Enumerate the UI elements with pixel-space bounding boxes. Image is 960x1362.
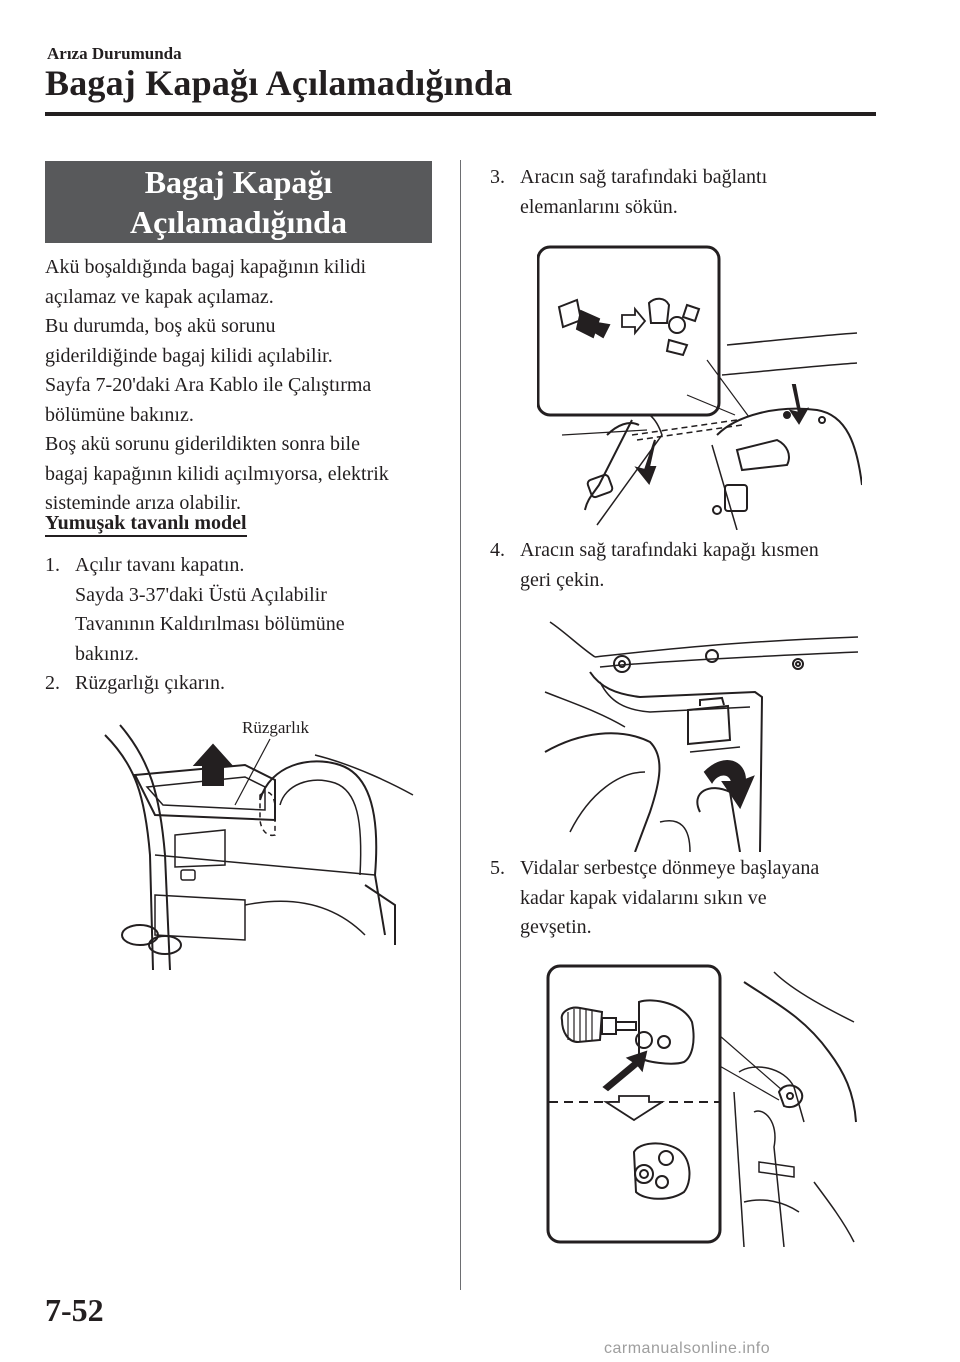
step-line: geri çekin. — [520, 568, 605, 591]
intro-line: sisteminde arıza olabilir. — [45, 492, 242, 514]
intro-line: Sayfa 7-20'daki Ara Kablo ile Çalıştırma — [45, 374, 372, 396]
intro-line: açılamaz ve kapak açılamaz. — [45, 285, 274, 308]
watermark: carmanualsonline.info — [604, 1340, 771, 1357]
subheading-soft-top: Yumuşak tavanlı model — [45, 512, 247, 537]
step-number: 4. — [490, 539, 505, 561]
step-4 — [490, 536, 910, 595]
step-1 — [45, 551, 445, 669]
step-5 — [490, 854, 910, 943]
figure-fasteners — [537, 245, 862, 530]
intro-paragraph — [45, 253, 389, 519]
steps-left — [45, 551, 445, 699]
intro-line: bagaj kapağının kilidi açılmıyorsa, elektrik — [45, 462, 389, 485]
step-number: 5. — [490, 857, 505, 879]
figure-wind-deflector — [95, 705, 415, 975]
page-title: Bagaj Kapağı Açılamadığında — [45, 63, 513, 103]
page-number: 7-52 — [45, 1292, 104, 1328]
section-title-box — [45, 161, 432, 243]
step-line: Aracın sağ tarafındaki kapağı kısmen — [520, 539, 819, 561]
intro-line: Akü boşaldığında bagaj kapağının kilidi — [45, 256, 367, 278]
step-number: 3. — [490, 166, 505, 188]
step-line: gevşetin. — [520, 916, 592, 938]
figure-cover-screws — [544, 962, 860, 1247]
step-line: Açılır tavanı kapatın. — [75, 554, 245, 576]
step-number: 1. — [45, 554, 60, 576]
step-line: Aracın sağ tarafındaki bağlantı — [520, 166, 768, 188]
figure-trim-panel — [540, 612, 860, 852]
step-line: kadar kapak vidalarını sıkın ve — [520, 886, 767, 909]
section-kicker: Arıza Durumunda — [47, 44, 182, 63]
step-line: Tavanının Kaldırılması bölümüne — [75, 613, 345, 635]
step-line: elemanlarını sökün. — [520, 195, 678, 218]
intro-line: bölümüne bakınız. — [45, 403, 194, 426]
column-divider — [460, 160, 461, 1290]
step-line: Rüzgarlığı çıkarın. — [75, 672, 225, 694]
header-rule — [45, 112, 876, 116]
step-2 — [45, 669, 445, 699]
step-line: Vidalar serbestçe dönmeye başlayana — [520, 857, 820, 879]
intro-line: giderildiğinde bagaj kilidi açılabilir. — [45, 344, 333, 367]
step-line: bakınız. — [75, 642, 139, 665]
figure-label-wind-deflector: Rüzgarlık — [242, 718, 310, 737]
step-line: Sayda 3-37'daki Üstü Açılabilir — [75, 583, 327, 606]
intro-line: Boş akü sorunu giderildikten sonra bile — [45, 433, 360, 455]
section-title-line-1: Bagaj Kapağı — [144, 164, 333, 200]
step-number: 2. — [45, 672, 60, 694]
intro-line: Bu durumda, boş akü sorunu — [45, 315, 276, 337]
section-title-line-2: Açılamadığında — [130, 204, 347, 240]
step-3 — [490, 163, 910, 222]
